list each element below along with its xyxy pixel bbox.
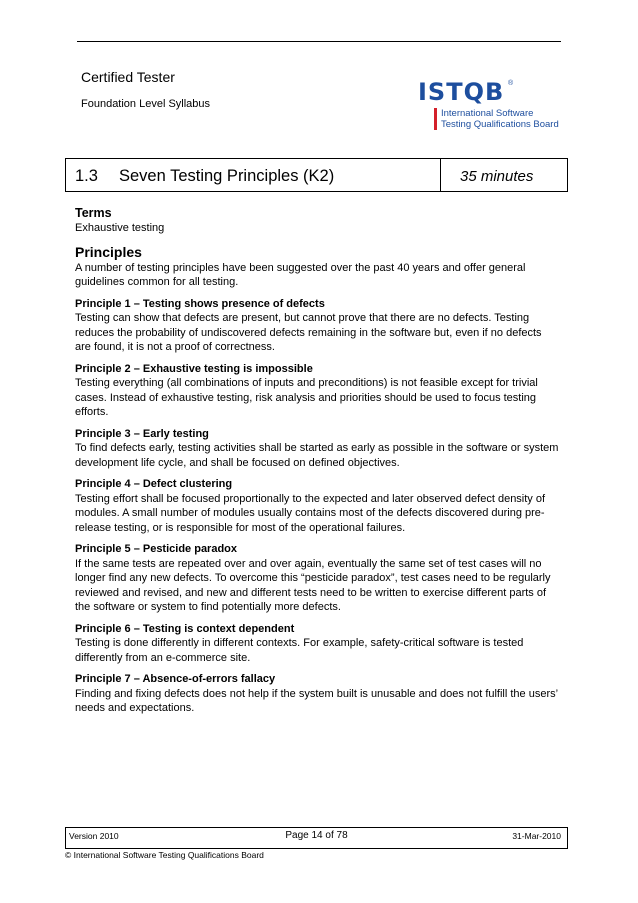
principle-text: Testing effort shall be focused proportionally to the expected and later observed defect density of modules. A small number of modules usually contains most of the defects discovered during pre-release testing, or is responsible for most of the operational failures. bbox=[75, 492, 546, 534]
principle-title: Principle 7 – Absence-of-errors fallacy bbox=[75, 673, 276, 685]
principle-text: Testing everything (all combinations of inputs and preconditions) is not feasible except for trivial cases. Instead of exhaustive testing, risk analysis and priorities should be used to focus testing efforts. bbox=[75, 377, 538, 418]
logo-accent-bar bbox=[434, 108, 437, 130]
principle-title: Principle 2 – Exhaustive testing is impossible bbox=[75, 362, 313, 375]
principle-title: Principle 3 – Early testing bbox=[75, 427, 209, 440]
document-subtitle: Foundation Level Syllabus bbox=[81, 98, 211, 110]
page-footer bbox=[65, 827, 568, 849]
header-rule bbox=[77, 41, 561, 42]
footer-copyright: © International Software Testing Qualifications Board bbox=[65, 850, 264, 860]
principle-1 bbox=[75, 297, 560, 355]
principle-title: Principle 6 – Testing is context dependent bbox=[75, 622, 295, 635]
terms-text: Exhaustive testing bbox=[75, 222, 165, 234]
document-title: Certified Tester bbox=[81, 69, 175, 85]
section-divider bbox=[440, 159, 441, 191]
principle-2 bbox=[75, 362, 560, 420]
section-number: 1.3 bbox=[75, 167, 98, 185]
terms-heading: Terms bbox=[75, 206, 112, 220]
principle-7 bbox=[75, 672, 560, 716]
principle-title: Principle 4 – Defect clustering bbox=[75, 478, 233, 490]
logo-wordmark: ISTQB bbox=[418, 78, 505, 106]
footer-page-number: Page 14 of 78 bbox=[285, 830, 348, 841]
principle-text: To find defects early, testing activities shall be started as early as possible in the software or system development life cycle, and shall be focused on defined objectives. bbox=[75, 442, 559, 469]
principle-text: Testing is done differently in different contexts. For example, safety-critical software is tested differently from an e-commerce site. bbox=[75, 637, 524, 664]
section-heading-box bbox=[65, 158, 568, 192]
logo-registered-mark: ® bbox=[508, 80, 514, 87]
principle-6 bbox=[75, 622, 560, 666]
section-title: Seven Testing Principles (K2) bbox=[119, 167, 335, 185]
page-content bbox=[75, 206, 560, 716]
section-duration: 35 minutes bbox=[460, 168, 534, 185]
principle-text: Finding and fixing defects does not help if the system built is unusable and does not fulfill the users’ needs and expectations. bbox=[75, 687, 558, 714]
istqb-logo bbox=[418, 78, 563, 134]
logo-line-2: Testing Qualifications Board bbox=[441, 119, 559, 130]
principle-4 bbox=[75, 477, 560, 535]
principle-text: Testing can show that defects are present, but cannot prove that there are no defects. Testing reduces the probability of undiscovered defects remaining in the software but, even if no defects are found, it is not a proof of correctness. bbox=[75, 312, 542, 353]
principle-title: Principle 5 – Pesticide paradox bbox=[75, 543, 238, 555]
principle-text: If the same tests are repeated over and over again, eventually the same set of test cases will no longer find any new defects. To overcome this “pesticide paradox”, test cases need to be regularly reviewed and revised, and new and different tests need to be written to exercise different parts of the software or system to find potentially more defects. bbox=[75, 557, 551, 613]
principle-5 bbox=[75, 542, 560, 615]
logo-line-1: International Software bbox=[441, 108, 534, 119]
principle-3 bbox=[75, 427, 560, 471]
footer-version: Version 2010 bbox=[69, 831, 119, 841]
principles-heading: Principles bbox=[75, 243, 142, 260]
principle-title: Principle 1 – Testing shows presence of defects bbox=[75, 297, 325, 310]
principles-intro: A number of testing principles have been suggested over the past 40 years and offer general guidelines common for all testing. bbox=[75, 261, 526, 288]
footer-date: 31-Mar-2010 bbox=[512, 831, 561, 841]
